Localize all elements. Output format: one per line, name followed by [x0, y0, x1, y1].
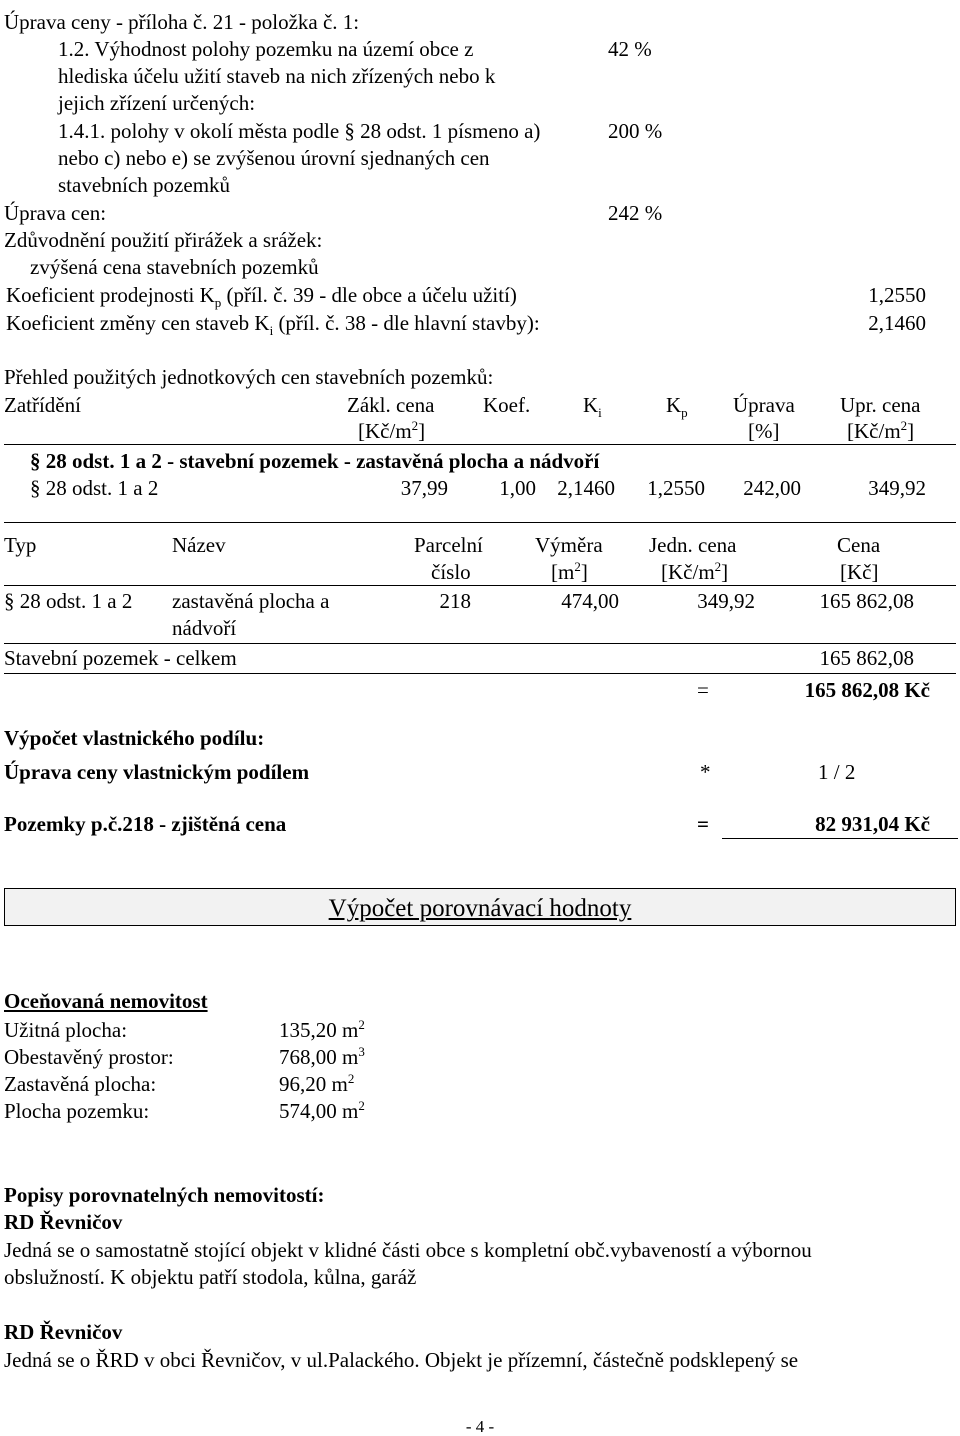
land-row-parcela: 218 — [439, 589, 471, 613]
grand-total-value: 165 862,08 Kč — [804, 678, 930, 702]
unit-prices-header-rule — [4, 444, 956, 445]
group-label: 28 odst. 1 a 2 - stavební pozemek - zastavěná plocha a nádvoří — [45, 449, 600, 473]
col-uprava: Úprava — [733, 393, 795, 417]
land-col-jedn: Jedn. cena — [649, 533, 737, 557]
section-sign: § — [4, 589, 15, 613]
share-title: Výpočet vlastnického podílu: — [4, 726, 265, 750]
reason-label: Zdůvodnění použití přirážek a srážek: — [4, 228, 323, 252]
property-value-3 — [279, 1098, 365, 1123]
page-number: - 4 - — [465, 1417, 495, 1436]
col-upr-cena: Upr. cena — [840, 393, 921, 417]
property-label-3: Plocha pozemku: — [4, 1099, 150, 1123]
unit-row-kp: 1,2550 — [647, 476, 705, 500]
unit-exp: 2 — [714, 559, 722, 574]
unit-row-uprava: 242,00 — [743, 476, 801, 500]
ki-value: 2,1460 — [868, 311, 926, 335]
kp-value: 1,2550 — [868, 283, 926, 307]
unit-exp: 2 — [411, 418, 419, 433]
land-table-row-rule — [4, 643, 956, 644]
land-row-typ — [4, 591, 132, 612]
land-total-rule — [4, 673, 956, 674]
col-ki — [583, 393, 602, 421]
col-zatrideni: Zatřídění — [4, 393, 81, 417]
adjust-total-percent: 242 % — [608, 201, 663, 225]
property-value-2 — [279, 1071, 355, 1096]
land-table-header-rule — [4, 585, 956, 586]
comparable-name-1: RD Řevničov — [4, 1320, 123, 1344]
reason-text: zvýšená cena stavebních pozemků — [30, 255, 319, 279]
adjust-item2-percent: 200 % — [608, 119, 663, 143]
land-row-vymera: 474,00 — [561, 589, 619, 613]
unit-text: [Kč/m — [661, 560, 715, 584]
unit-exp: 2 — [347, 1071, 355, 1086]
share-op: * — [700, 760, 711, 784]
unit-close: ] — [907, 419, 915, 443]
kp-label-text: Koeficient prodejnosti K — [6, 283, 215, 307]
result-label: Pozemky p.č.218 - zjištěná cena — [4, 812, 287, 836]
comparison-heading-box — [4, 888, 956, 926]
col-zakl-unit — [358, 418, 426, 443]
land-col-vymera: Výměra — [535, 533, 603, 557]
property-value-0 — [279, 1017, 365, 1042]
unit-exp: 3 — [358, 1044, 365, 1059]
unit-row-zatrideni — [30, 478, 158, 499]
property-value-1 — [279, 1044, 365, 1069]
unit-close: ] — [721, 560, 729, 584]
adjust-item2-line2: nebo c) nebo e) se zvýšenou úrovní sjednaných cen — [58, 146, 490, 170]
ki-subscript: i — [269, 323, 274, 339]
ki-label-text: Koeficient změny cen staveb K — [6, 311, 270, 335]
kp-subscript: p — [214, 295, 222, 311]
value: 135,20 m — [279, 1018, 359, 1042]
comparable-text-0-0: Jedná se o samostatně stojící objekt v klidné části obce s kompletní obč.vybaveností a výbornou — [4, 1238, 812, 1262]
kp-head-sub: p — [681, 405, 688, 421]
land-row-cena: 165 862,08 — [819, 589, 914, 613]
unit-prices-title: Přehled použitých jednotkových cen stavebních pozemků: — [4, 365, 494, 389]
land-col-cena: Cena — [837, 533, 881, 557]
result-op: = — [697, 812, 709, 836]
property-label-2: Zastavěná plocha: — [4, 1072, 157, 1096]
land-table-top-rule — [4, 522, 956, 523]
section-sign: § — [344, 119, 355, 143]
col-upr-unit — [847, 418, 915, 443]
value: 96,20 m — [279, 1072, 348, 1096]
result-underline — [722, 838, 958, 839]
section-sign: § — [30, 449, 41, 473]
unit-row-upr: 349,92 — [868, 476, 926, 500]
unit-prices-group — [30, 451, 599, 472]
grand-total-eq: = — [697, 678, 709, 702]
unit-row-koef: 1,00 — [499, 476, 536, 500]
land-col-cena-unit: [Kč] — [840, 560, 879, 584]
ki-label — [6, 311, 540, 339]
unit-text: [Kč/m — [847, 419, 901, 443]
unit-close: ] — [580, 560, 588, 584]
land-col-vymera-unit — [551, 559, 588, 584]
ki-head: K — [583, 393, 599, 417]
unit-close: ] — [418, 419, 426, 443]
adjust-item1-line2: hlediska účelu užití staveb na nich zřízených nebo k — [58, 64, 496, 88]
share-label: Úprava ceny vlastnickým podílem — [4, 760, 310, 784]
property-label-0: Užitná plocha: — [4, 1018, 128, 1042]
col-kp — [666, 393, 688, 421]
unit-exp: 2 — [900, 418, 908, 433]
adjust-item2-text-b: 28 odst. 1 písmeno a) — [360, 119, 541, 143]
adjust-total-label: Úprava cen: — [4, 201, 107, 225]
ki-label-rest: (příl. č. 38 - dle hlavní stavby): — [273, 311, 540, 335]
value: 574,00 m — [279, 1099, 359, 1123]
property-label-1: Obestavěný prostor: — [4, 1045, 174, 1069]
comparable-text-0-1: obslužností. K objektu patří stodola, kůlna, garáž — [4, 1265, 417, 1289]
adjust-item2-line3: stavebních pozemků — [58, 173, 231, 197]
land-total-label: Stavební pozemek - celkem — [4, 646, 237, 670]
value: 768,00 m — [279, 1045, 359, 1069]
result-value: 82 931,04 Kč — [815, 812, 930, 836]
unit-row-zakl: 37,99 — [400, 476, 448, 500]
adjust-item1-line1: 1.2. Výhodnost polohy pozemku na území obce z — [58, 37, 474, 61]
row-typ: 28 odst. 1 a 2 — [19, 589, 133, 613]
kp-label — [6, 283, 517, 311]
comparables-title: Popisy porovnatelných nemovitostí: — [4, 1183, 325, 1207]
unit-exp: 2 — [358, 1098, 365, 1113]
adjust-item1-line3: jejich zřízení určených: — [58, 91, 256, 115]
land-col-parcelni: Parcelní — [414, 533, 483, 557]
comparable-name-0: RD Řevničov — [4, 1210, 123, 1234]
land-col-cislo: číslo — [431, 560, 471, 584]
page-title: Úprava ceny - příloha č. 21 - položka č. 1: — [4, 10, 360, 34]
property-title: Oceňovaná nemovitost — [4, 989, 208, 1013]
land-row-nazev2: nádvoří — [172, 616, 237, 640]
share-value: 1 / 2 — [818, 760, 856, 784]
comparison-heading: Výpočet porovnávací hodnoty — [328, 895, 632, 922]
land-col-typ: Typ — [4, 533, 37, 557]
kp-head: K — [666, 393, 682, 417]
unit-exp: 2 — [574, 559, 581, 574]
kp-label-rest: (příl. č. 39 - dle obce a účelu užití) — [221, 283, 517, 307]
section-sign: § — [30, 476, 41, 500]
col-koef: Koef. — [483, 393, 531, 417]
unit-row-ki: 2,1460 — [557, 476, 615, 500]
adjust-item2-text-a: 1.4.1. polohy v okolí města podle — [58, 119, 340, 143]
unit-text: [Kč/m — [358, 419, 412, 443]
row-label: 28 odst. 1 a 2 — [45, 476, 159, 500]
col-zakl-cena: Zákl. cena — [347, 393, 435, 417]
land-total-value: 165 862,08 — [819, 646, 914, 670]
unit-text: [m — [551, 560, 575, 584]
comparable-text-1-0: Jedná se o ŘRD v obci Řevničov, v ul.Palackého. Objekt je přízemní, částečně podsklepený se — [4, 1348, 799, 1372]
unit-exp: 2 — [358, 1017, 365, 1032]
ki-head-sub: i — [598, 405, 602, 421]
adjust-item2-line1 — [58, 121, 540, 142]
adjust-item1-percent: 42 % — [608, 37, 652, 61]
land-row-nazev1: zastavěná plocha a — [172, 589, 330, 613]
land-col-nazev: Název — [172, 533, 226, 557]
land-row-jedn: 349,92 — [697, 589, 755, 613]
land-col-jedn-unit — [661, 559, 729, 584]
col-uprava-unit: [%] — [748, 419, 780, 443]
